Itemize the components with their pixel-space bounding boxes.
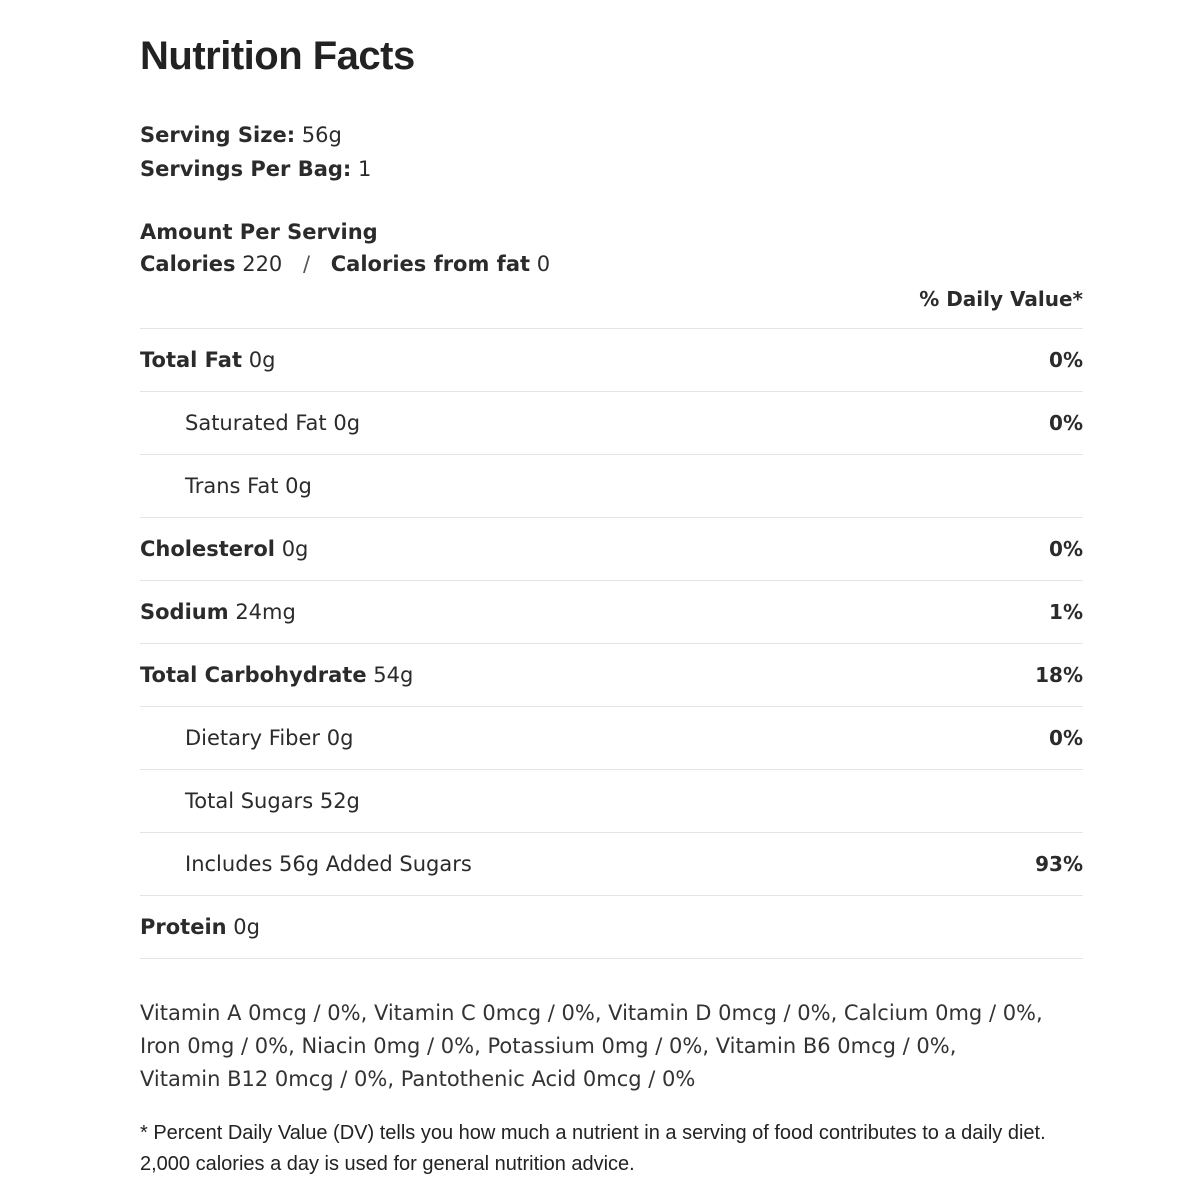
- nutrient-list: [140, 329, 1083, 959]
- nutrient-row-total-carbohydrate: [140, 644, 1083, 707]
- calories-from-fat-value: 0: [536, 252, 551, 276]
- vitamins-minerals: [140, 997, 1083, 1096]
- nutrient-amount: 0g: [281, 537, 309, 561]
- nutrient-daily-value: 0%: [1049, 411, 1083, 435]
- nutrient-label: Sodium: [140, 600, 229, 624]
- nutrient-amount: 24mg: [235, 600, 296, 624]
- calories-label: Calories: [140, 252, 236, 276]
- nutrient-daily-value: 1%: [1049, 600, 1083, 624]
- nutrient-row-sodium: [140, 581, 1083, 644]
- nutrient-label: Trans Fat: [185, 474, 279, 498]
- nutrient-row-total-sugars: [140, 770, 1083, 833]
- nutrient-row-dietary-fiber: [140, 707, 1083, 770]
- vitamins-line: Vitamin B12 0mcg / 0%, Pantothenic Acid 0mcg / 0%: [140, 1067, 696, 1091]
- nutrient-amount: 52g: [319, 789, 360, 813]
- serving-size-label: Serving Size:: [140, 123, 296, 147]
- nutrient-daily-value: 0%: [1049, 537, 1083, 561]
- nutrient-label: Total Sugars: [185, 789, 314, 813]
- nutrition-facts-panel: [140, 30, 1083, 1180]
- calories-value: 220: [242, 252, 283, 276]
- servings-per-bag: [140, 152, 1083, 186]
- page-title: Nutrition Facts: [140, 34, 415, 78]
- nutrient-label: Cholesterol: [140, 537, 275, 561]
- daily-value-header: % Daily Value*: [140, 282, 1083, 329]
- daily-value-footnote: [140, 1118, 1083, 1180]
- footnote-line: * Percent Daily Value (DV) tells you how much a nutrient in a serving of food contributes to a daily diet.: [140, 1122, 1046, 1144]
- nutrient-daily-value: 18%: [1035, 663, 1083, 687]
- nutrient-amount: 0g: [233, 915, 260, 939]
- nutrient-amount: 0g: [333, 411, 361, 435]
- nutrient-label: Total Carbohydrate: [140, 663, 367, 687]
- nutrient-daily-value: 0%: [1049, 726, 1083, 750]
- nutrient-row-trans-fat: [140, 455, 1083, 518]
- nutrient-label: Includes 56g Added Sugars: [185, 852, 472, 876]
- nutrient-row-added-sugars: [140, 833, 1083, 896]
- servings-per-bag-label: Servings Per Bag:: [140, 157, 352, 181]
- nutrient-amount: 0g: [248, 348, 276, 372]
- calories-separator: /: [302, 252, 311, 276]
- nutrient-row-cholesterol: [140, 518, 1083, 581]
- nutrient-label: Total Fat: [140, 348, 243, 372]
- serving-info: [140, 118, 1083, 186]
- vitamins-line: Vitamin A 0mcg / 0%, Vitamin C 0mcg / 0%, Vitamin D 0mcg / 0%, Calcium 0mg / 0%,: [140, 1001, 1043, 1025]
- nutrient-amount: 54g: [373, 663, 414, 687]
- nutrient-row-protein: [140, 896, 1083, 959]
- nutrient-row-saturated-fat: [140, 392, 1083, 455]
- nutrient-label: Protein: [140, 915, 227, 939]
- amount-per-serving: [140, 216, 1083, 280]
- amount-heading: Amount Per Serving: [140, 220, 378, 244]
- nutrient-daily-value: 0%: [1049, 348, 1083, 372]
- calories-line: [140, 248, 1083, 280]
- calories-from-fat-label: Calories from fat: [330, 252, 531, 276]
- nutrient-label: Saturated Fat: [185, 411, 327, 435]
- nutrient-row-total-fat: [140, 329, 1083, 392]
- serving-size-value: 56g: [301, 123, 342, 147]
- servings-per-bag-value: 1: [358, 157, 372, 181]
- nutrient-daily-value: 93%: [1035, 852, 1083, 876]
- serving-size: [140, 118, 1083, 152]
- footnote-line: 2,000 calories a day is used for general nutrition advice.: [140, 1153, 635, 1175]
- nutrient-amount: 0g: [326, 726, 354, 750]
- nutrient-label: Dietary Fiber: [185, 726, 321, 750]
- vitamins-line: Iron 0mg / 0%, Niacin 0mg / 0%, Potassium 0mg / 0%, Vitamin B6 0mcg / 0%,: [140, 1034, 957, 1058]
- nutrient-amount: 0g: [285, 474, 312, 498]
